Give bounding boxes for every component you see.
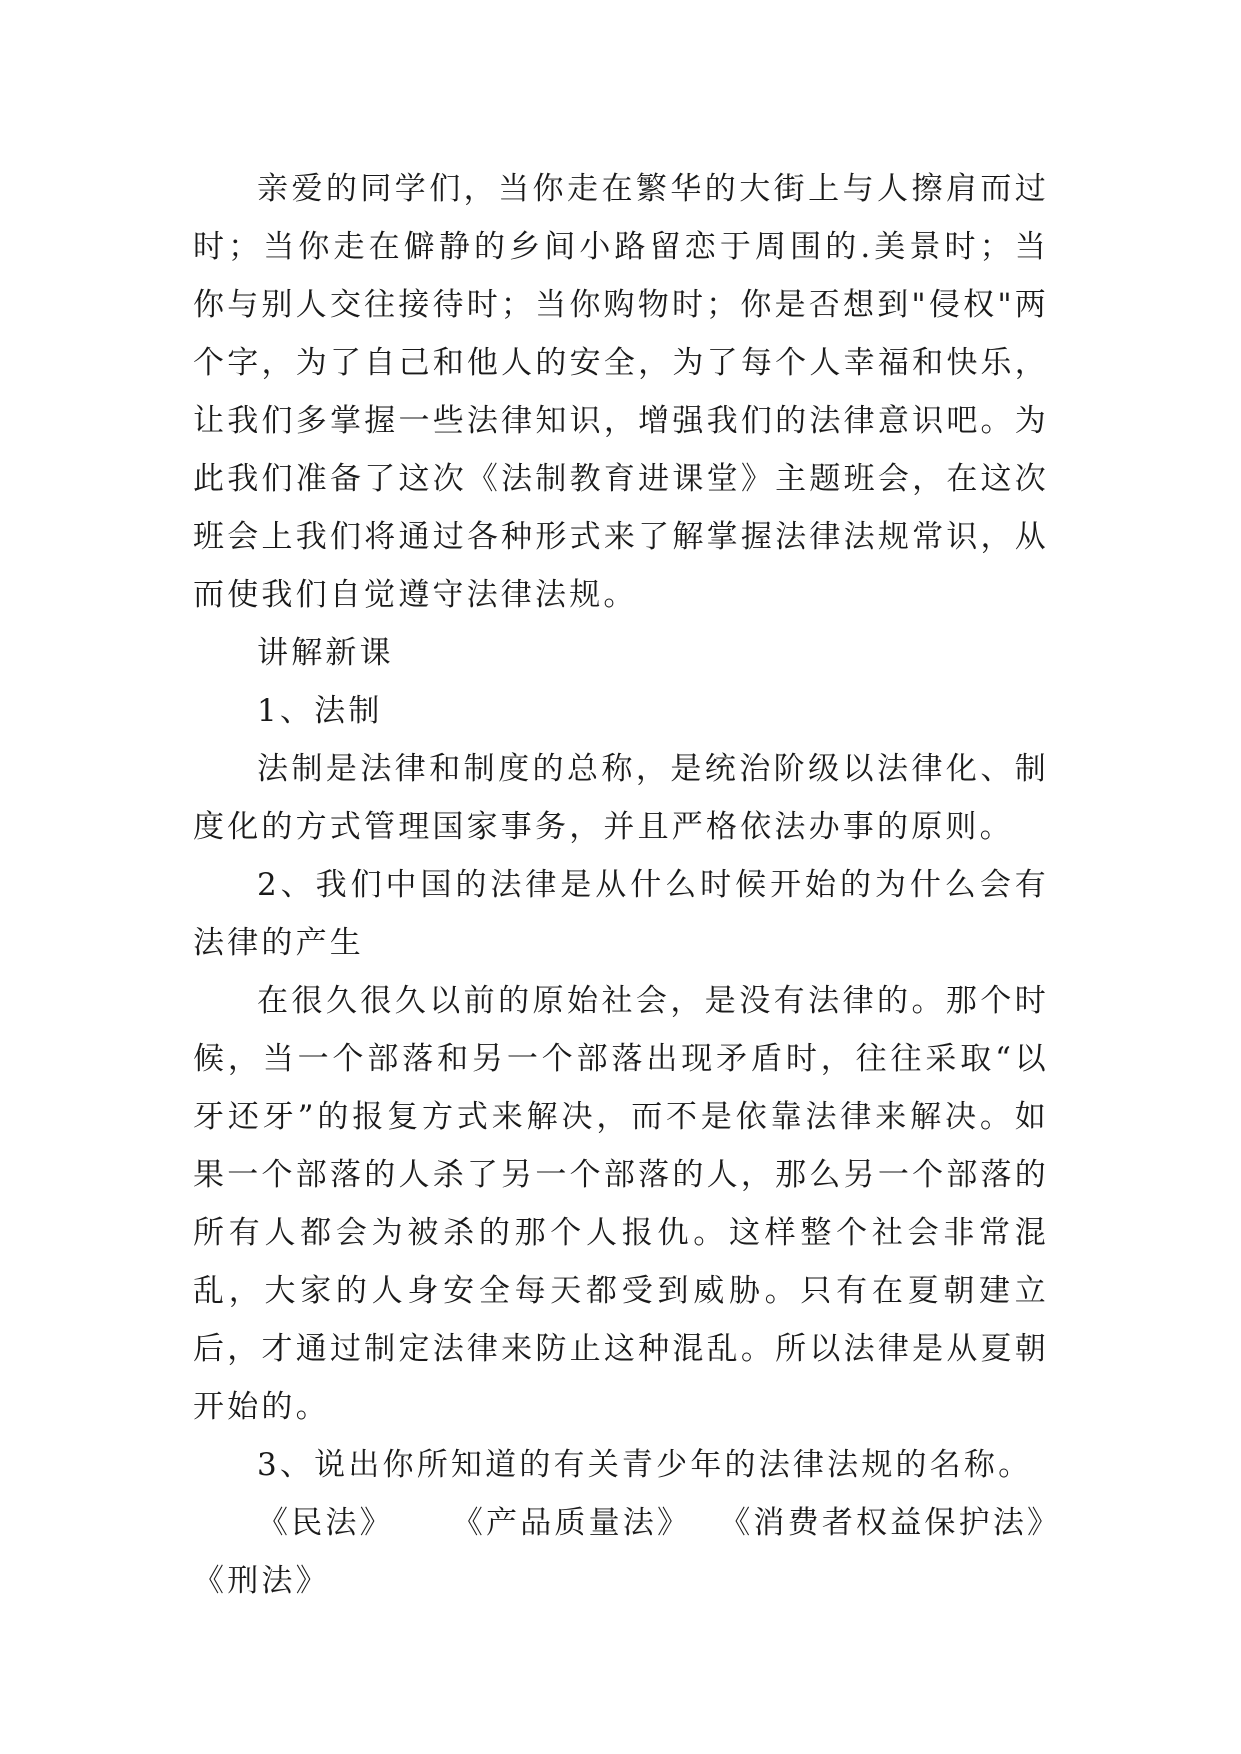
item2-body: 在很久很久以前的原始社会，是没有法律的。那个时候，当一个部落和另一个部落出现矛盾时，往往采取“以牙还牙”的报复方式来解决，而不是依靠法律来解决。如果一个部落的人杀了另一个部落的人，那么另一个部落的所有人都会为被杀的那个人报仇。这样整个社会非常混乱，大家的人身安全每天都受到威胁。只有在夏朝建立后，才通过制定法律来防止这种混乱。所以法律是从夏朝开始的。 (193, 983, 1049, 1425)
law-list (193, 1494, 1062, 1552)
law-item: 《产品质量法》 (451, 1505, 692, 1541)
item1-title: 1、法制 (257, 693, 383, 729)
item3-title: 3、说出你所知道的有关青少年的法律法规的名称。 (257, 1447, 1033, 1483)
section-heading: 讲解新课 (257, 635, 394, 671)
item1-body: 法制是法律和制度的总称，是统治阶级以法律化、制度化的方式管理国家事务，并且严格依法办事的原则。 (193, 751, 1049, 845)
document-page (193, 160, 1062, 1610)
law-item: 《民法》 (257, 1505, 394, 1541)
law-item: 《刑法》 (193, 1563, 330, 1599)
item2-title: 2、我们中国的法律是从什么时候开始的为什么会有法律的产生 (193, 867, 1049, 961)
law-item: 《消费者权益保护法》 (719, 1505, 1062, 1541)
intro-paragraph: 亲爱的同学们，当你走在繁华的大街上与人擦肩而过时；当你走在僻静的乡间小路留恋于周围的.美景时；当你与别人交往接待时；当你购物时；你是否想到"侵权"两个字，为了自己和他人的安全，为了每个人幸福和快乐，让我们多掌握一些法律知识，增强我们的法律意识吧。为此我们准备了这次《法制教育进课堂》主题班会，在这次班会上我们将通过各种形式来了解掌握法律法规常识，从而使我们自觉遵守法律法规。 (193, 171, 1049, 613)
